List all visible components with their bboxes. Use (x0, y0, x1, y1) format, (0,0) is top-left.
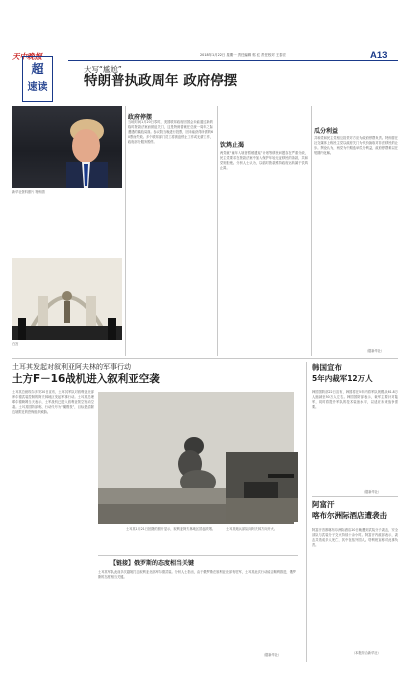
afghan-body: 阿富汗首都喀布尔洲际酒店20日晚遭到武装分子袭击，安全部队与武装分子交火持续十余小时。阿富汗内政部表示，袭击共造成多人死亡，其中包括外国人。塔利班宣称对此事负责。 (312, 528, 398, 547)
masthead-rule (68, 60, 398, 61)
korea-byline: （据新华社） (362, 490, 382, 494)
column-divider-1 (125, 106, 126, 356)
turkey-headline: 土方F－16战机进入叙利亚空袭 (12, 373, 160, 385)
lead-kicker: 大写“尴尬” (84, 65, 122, 74)
turkey-kicker: 土耳其发起对叙利亚阿夫林的军事行动 (12, 363, 131, 371)
lead-body-col2: 两党就“童年入境者暂缓遣返”计划等移民问题存在严重分歧，民主党要求在拨款法案中加入保护年轻无证移民的条款，共和党则拒绝。分析人士认为，以临时拨款维持政府运转属于饮鸩止渴。 (220, 151, 308, 170)
subhead-talks: 饮鸩止渴 (220, 142, 245, 149)
white-house-photo (12, 258, 122, 340)
afghan-headline-line2: 喀布尔洲际酒店遭袭击 (312, 511, 387, 520)
photo2-caption-text: 白宫 (12, 342, 19, 346)
subhead-gov-shutdown: 政府停摆 (128, 114, 153, 121)
lead-headline: 特朗普执政周年 政府停摆 (84, 73, 238, 89)
section-rule-2 (312, 496, 398, 497)
subhead-blame: 瓜分利益 (314, 128, 339, 135)
afghan-byline: （本报综合新华社） (352, 651, 381, 655)
analysis-body: 土耳其军队此前多次越境打击叙利亚北部库尔德武装。分析人士指出，由于俄罗斯在叙利亚北部有驻军，土耳其此次行动能否顺利推进，俄罗斯的态度相当关键。 (98, 570, 296, 579)
analysis-title: 【链接】俄罗斯的态度相当关键 (110, 560, 195, 567)
photo1-caption-text: 新华社资料照片 特朗普 (12, 190, 45, 194)
korea-body: 韩国国防部22日宣布，韩国将在5年内将军队规模从61.8万人缩减至50万人左右。韩国国防部表示，裁军主要针对陆军，同时将提升军队的技术装备水平，以适应未来战争需要。 (312, 390, 398, 409)
column-divider-3 (311, 106, 312, 356)
column-label-line2: 速读 (27, 82, 48, 93)
paper-name: 天中晚报 (12, 52, 42, 61)
korea-headline-line2: 5年内裁军12万人 (312, 374, 373, 383)
date-line: 2018年1月22日 星期一 责任编辑 郭 红 责任校对 王泰宏 (200, 53, 286, 57)
lead-byline: （据新华社） (365, 349, 385, 353)
column-divider-2 (217, 106, 218, 356)
afghan-headline-line1: 阿富汗 (312, 500, 335, 509)
analysis-rule (98, 555, 298, 556)
white-house-interior-image (12, 258, 122, 340)
section-rule-1 (12, 358, 398, 359)
column-label-line1: 超 (31, 62, 44, 76)
photo2-caption (12, 342, 122, 354)
turkey-photo-caption: 土耳其1月21日拍摄的照片显示，叙利亚阿夫林地区冒起浓烟。 (126, 527, 215, 531)
artillery-caption: 土耳其炮兵部队向阿夫林方向开火。 (226, 527, 277, 531)
korea-headline-line1: 韩国宣布 (312, 363, 342, 372)
trump-photo (12, 106, 122, 188)
column-divider-right (306, 362, 307, 662)
paper-logo (12, 44, 50, 61)
trump-portrait-image (12, 106, 122, 188)
lead-body-col1: 当地时间1月20日零时，美国联邦政府因国会未能通过新的临时拨款法案而被迫关门，这是特朗普就任总统一周年之际遭遇的尴尬局面。参议院当晚进行投票，因未能获得所需的60票而失败。多个联邦部门员工将被迫停止工作或无薪工作，政府部分服务暂停。 (128, 120, 213, 144)
turkey-byline: （据新华社） (262, 653, 282, 657)
lead-body-col3: 共和党和民主党相互指责对方应为政府停摆负责。特朗普在社交媒体上称民主党以政府关门为代价换取对非法移民的让步。舆论认为，两党为中期选举瓜分利益，政府停摆难以在短期内化解。 (314, 136, 398, 155)
photo1-caption (12, 190, 122, 224)
page-number: A13 (370, 50, 388, 61)
artillery-photo (226, 452, 298, 522)
column-label-box (22, 56, 53, 102)
turkey-body: 土耳其总统埃尔多安20日宣布，土耳其军队对叙利亚北部库尔德武装控制的阿夫林地区发起军事行动。土耳其总理耶尔德勒姆当天表示，土军战机已进入叙利亚领空发动空袭。土耳其国防部称，行动代号为“橄榄枝”，目标是清除边境附近的恐怖组织威胁。 (12, 390, 94, 414)
artillery-image (226, 452, 298, 522)
